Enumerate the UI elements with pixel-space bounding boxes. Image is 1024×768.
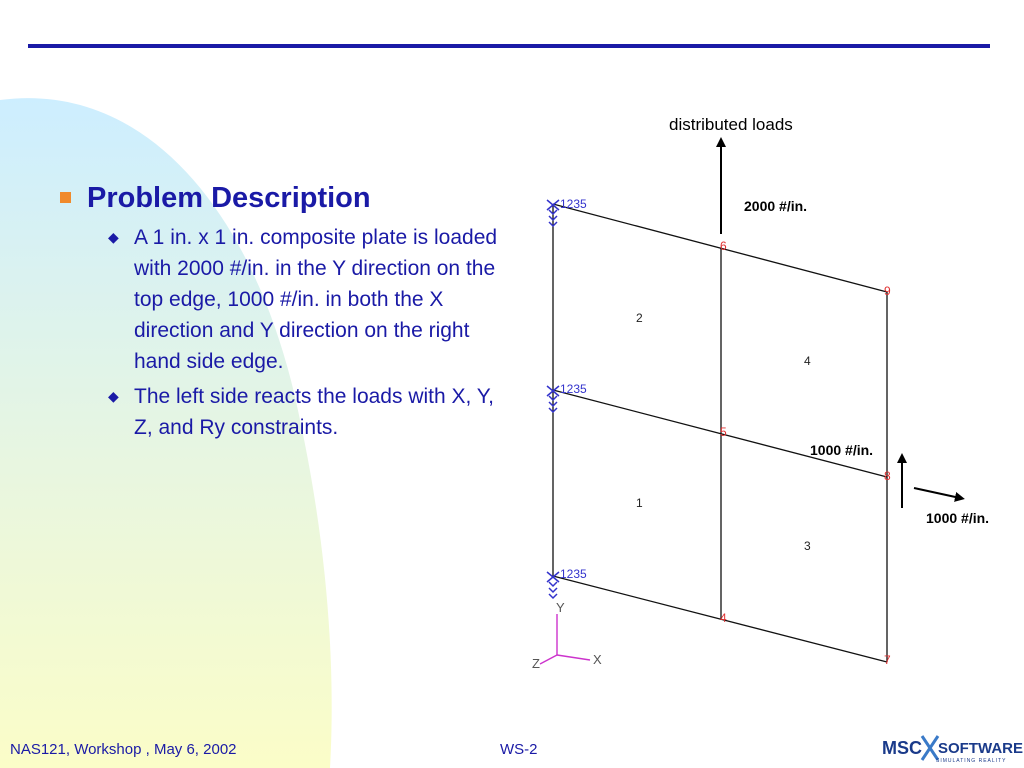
diamond-bullet-icon: ◆ <box>108 229 119 245</box>
constraint-label: 1235 <box>560 382 587 396</box>
right-load-y-label: 1000 #/in. <box>810 442 874 458</box>
top-load-title: distributed loads <box>669 115 793 134</box>
right-load-x-label: 1000 #/in. <box>926 510 990 526</box>
node-label: 4 <box>720 611 727 625</box>
constraint-label: 1235 <box>560 197 587 211</box>
diamond-bullet-icon: ◆ <box>108 388 119 404</box>
logo-software: SOFTWARE <box>938 740 1023 757</box>
z-axis-line <box>540 655 557 664</box>
node-label: 8 <box>884 469 891 483</box>
element-label: 3 <box>804 539 811 553</box>
node-label: 5 <box>720 425 727 439</box>
axis-triad <box>540 614 590 664</box>
element-label: 2 <box>636 311 643 325</box>
slide-number: WS-2 <box>500 741 538 758</box>
right-load-x-arrow <box>914 488 960 498</box>
bullet-text: The left side reacts the loads with X, Y, Z, and Ry constraints. <box>134 385 494 439</box>
node-label: 9 <box>884 284 891 298</box>
footer-left: NAS121, Workshop , May 6, 2002 <box>10 741 237 758</box>
x-axis-label: X <box>593 652 602 667</box>
bullet-text: A 1 in. x 1 in. composite plate is loaded with 2000 #/in. in the Y direction on the top edge, 1000 #/in. in both the X direction and Y direction on the right hand side edge. <box>134 226 498 373</box>
node-label: 6 <box>720 239 727 253</box>
constraint-label: 1235 <box>560 567 587 581</box>
y-axis-label: Y <box>556 600 565 615</box>
node-label: 7 <box>884 653 891 667</box>
element-label: 4 <box>804 354 811 368</box>
element-label: 1 <box>636 496 643 510</box>
logo-msc: MSC <box>882 738 922 758</box>
z-axis-label: Z <box>532 656 540 671</box>
top-load-value: 2000 #/in. <box>744 198 808 214</box>
msc-software-logo <box>880 732 1023 766</box>
slide-heading: Problem Description <box>87 182 371 214</box>
constraint-labels <box>560 197 587 581</box>
logo-tagline: SIMULATING REALITY <box>936 758 1007 764</box>
x-axis-line <box>557 655 590 660</box>
